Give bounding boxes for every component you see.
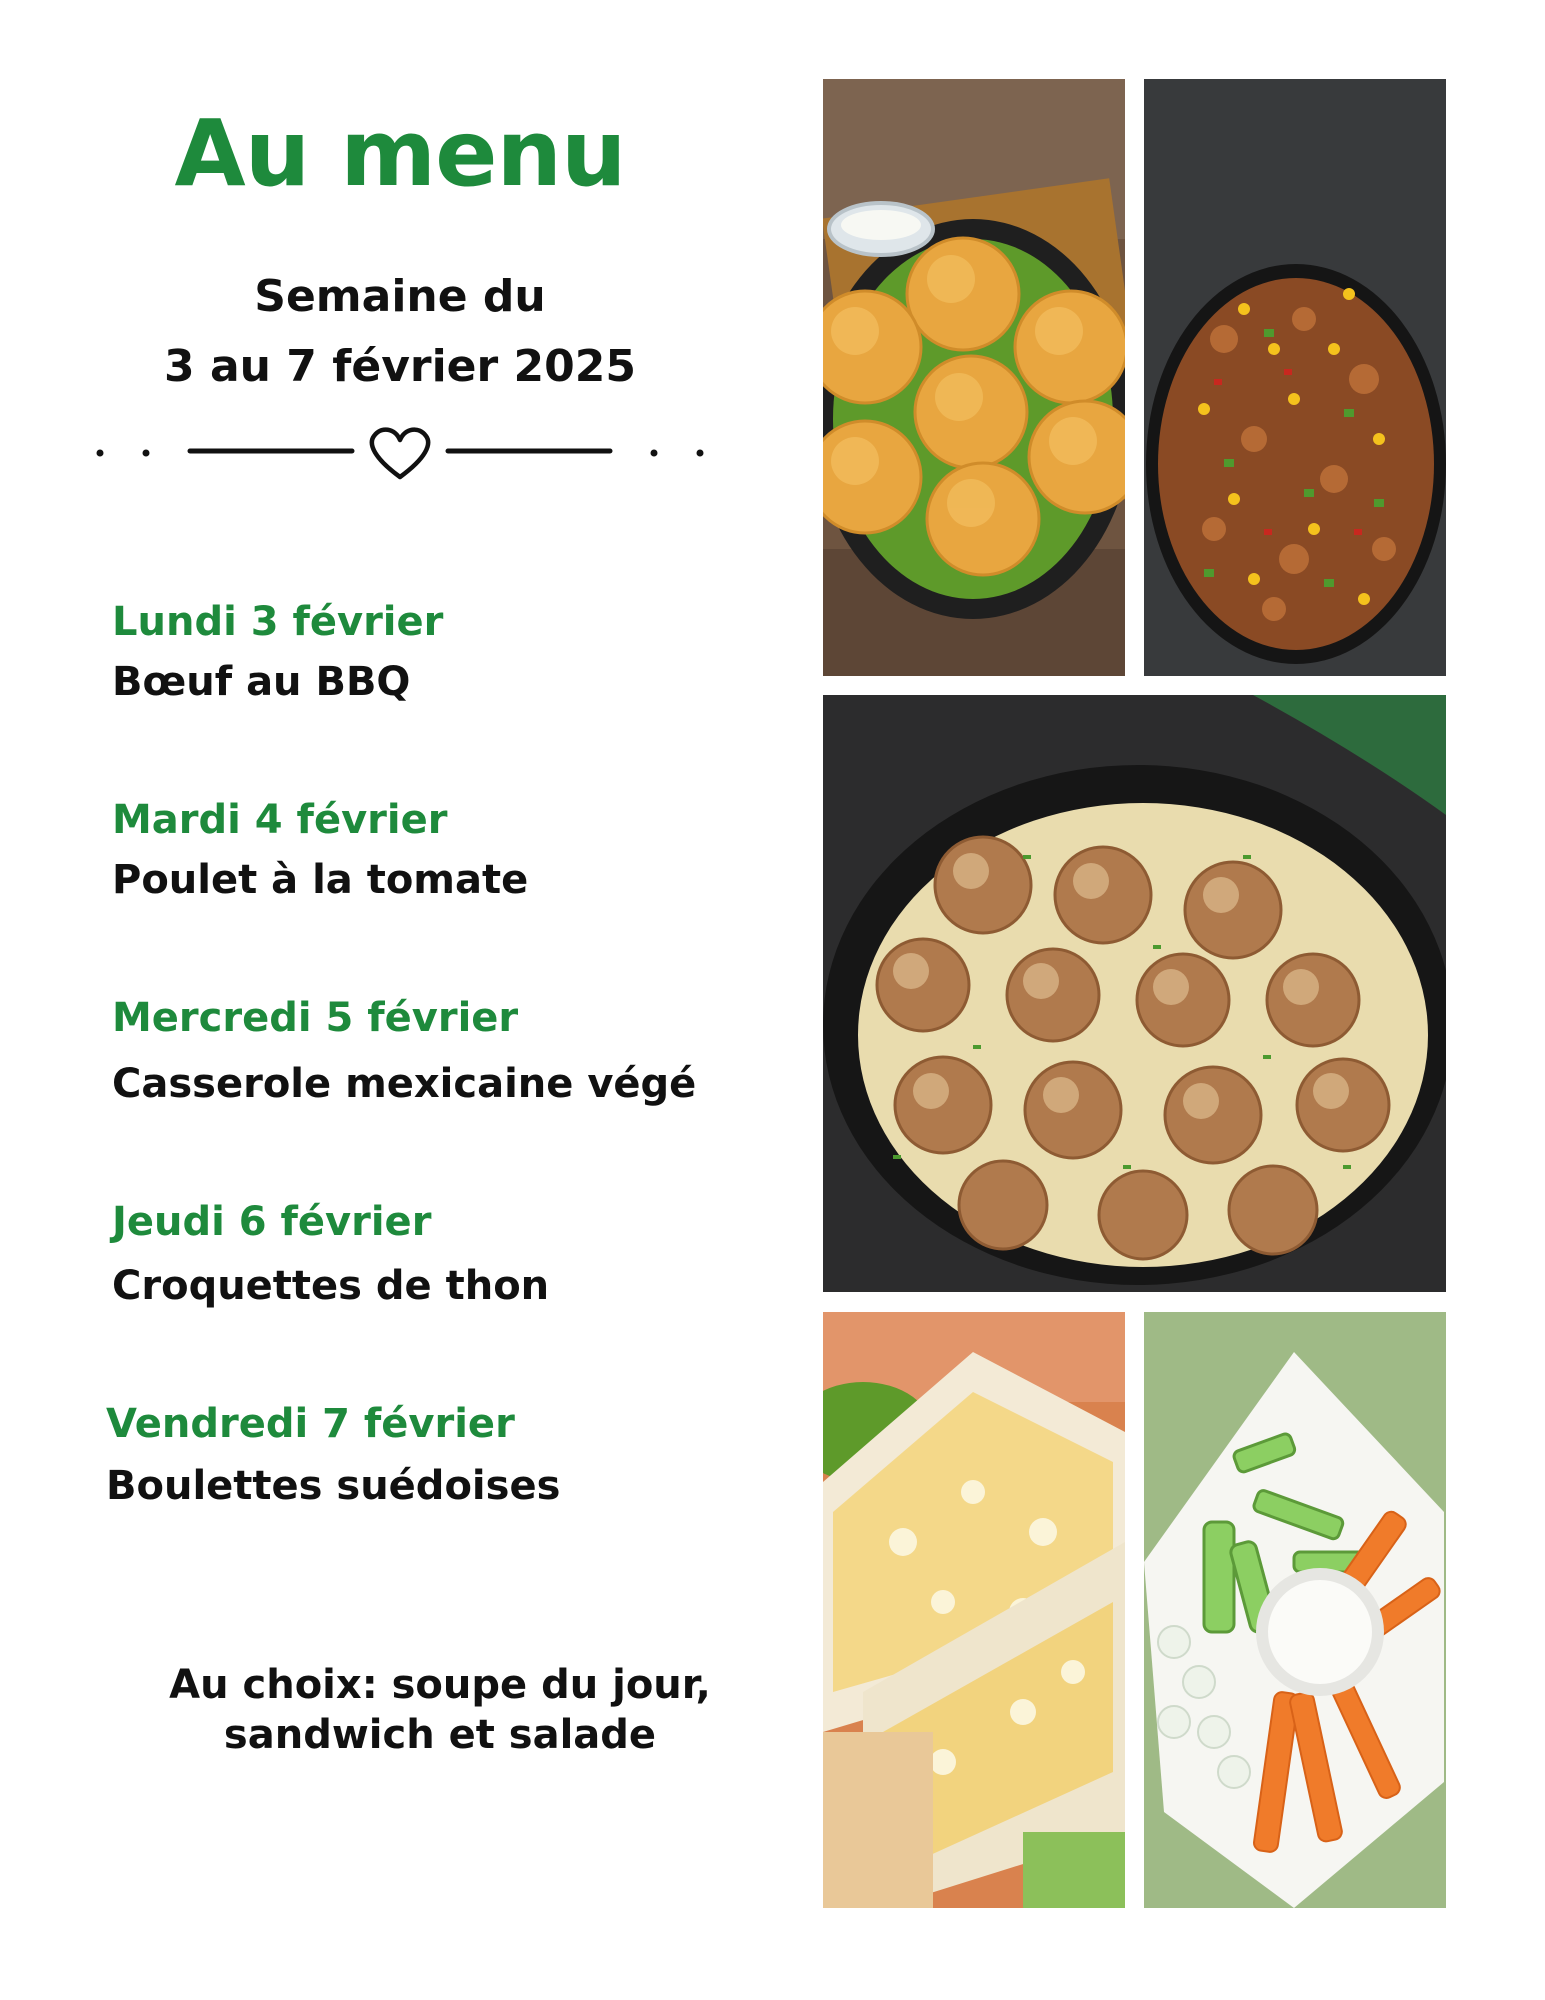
heart-icon (372, 430, 428, 477)
photo-veggies (1144, 1312, 1446, 1908)
week-line-2: 3 au 7 février 2025 (164, 341, 636, 392)
photo-mexican-casserole (1144, 79, 1446, 676)
day-thursday: Jeudi 6 février (112, 1199, 432, 1245)
day-monday: Lundi 3 février (112, 599, 444, 645)
footer-line-2: sandwich et salade (223, 1712, 657, 1758)
page-title: Au menu (174, 100, 626, 207)
day-tuesday: Mardi 4 février (112, 797, 448, 843)
week-line-1: Semaine du (254, 271, 546, 322)
footer-note (130, 1660, 750, 1760)
dish-thursday: Croquettes de thon (112, 1263, 550, 1309)
photo-croquettes (823, 79, 1125, 676)
day-friday: Vendredi 7 février (106, 1401, 515, 1447)
week-heading (40, 262, 760, 402)
dish-monday: Bœuf au BBQ (112, 659, 411, 705)
footer-line-1: Au choix: soupe du jour, (169, 1662, 711, 1708)
dish-tuesday: Poulet à la tomate (112, 857, 529, 903)
dish-friday: Boulettes suédoises (106, 1463, 561, 1509)
heart-divider (90, 420, 710, 486)
photo-meatballs (823, 695, 1446, 1292)
day-wednesday: Mercredi 5 février (112, 995, 519, 1041)
dish-wednesday: Casserole mexicaine végé (112, 1061, 697, 1107)
photo-sandwich (823, 1312, 1125, 1908)
